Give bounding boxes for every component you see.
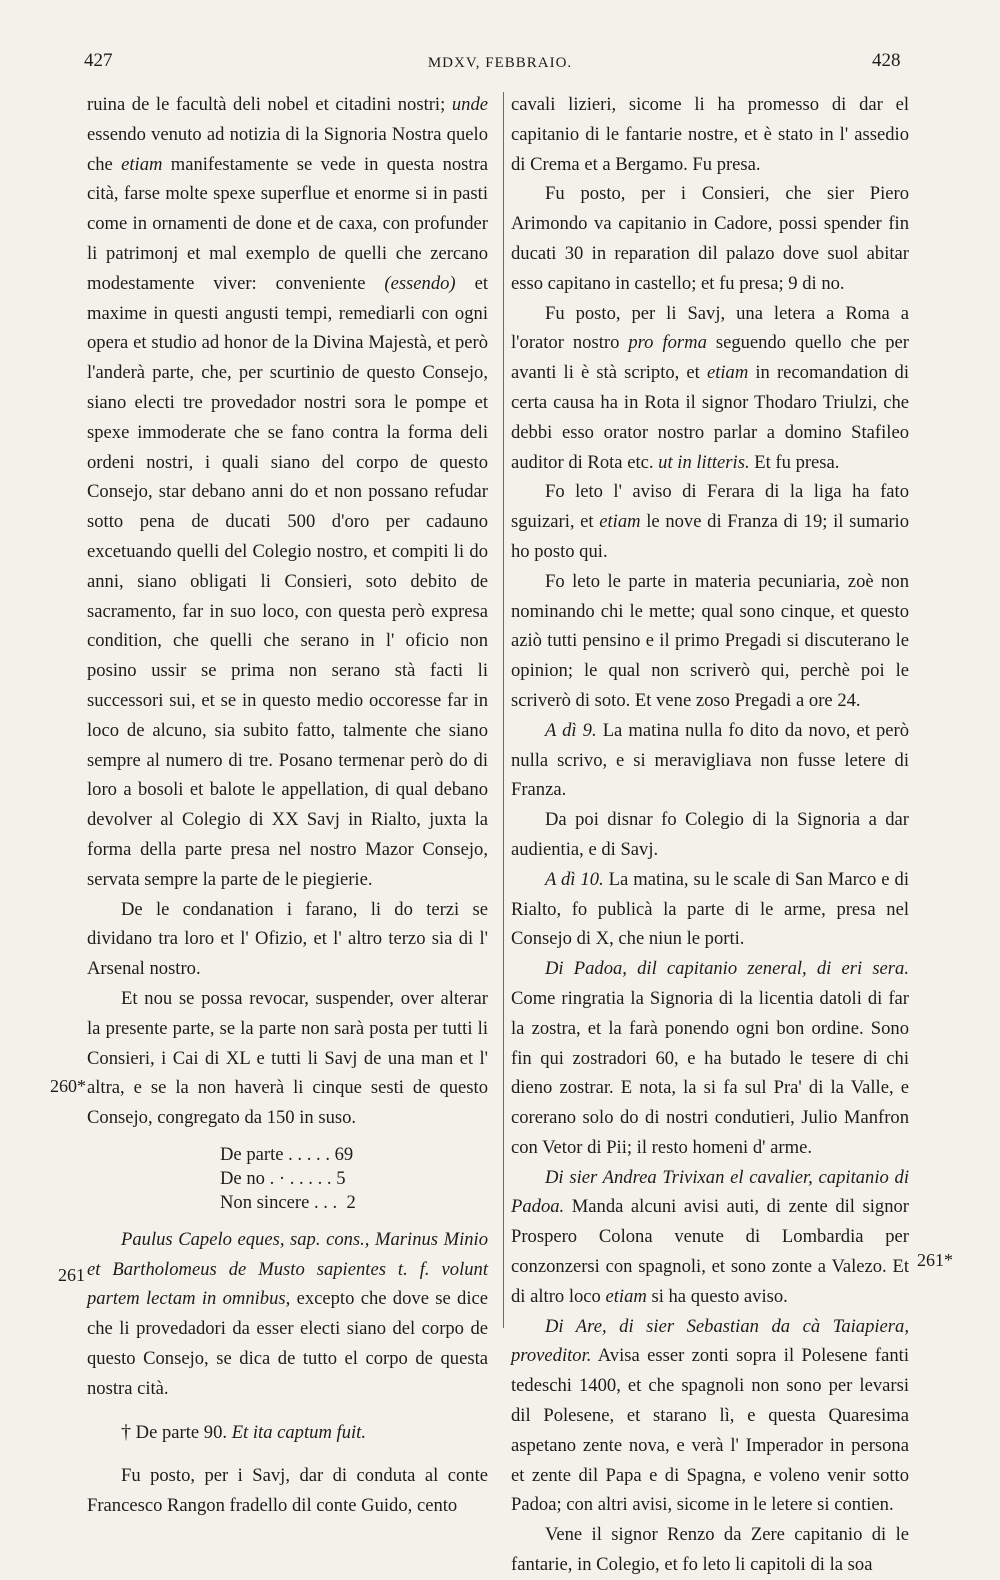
paragraph: De le condanation i farano, li do terzi se dividano tra loro et l' Ofizio, et l' altro terzo sia di l' Arsenal nostro. bbox=[87, 898, 488, 980]
tally-line: De parte . . . . . 69 bbox=[220, 1143, 354, 1165]
paragraph: Fu posto, per i Consieri, che sier Piero Arimondo va capitanio in Cadore, possi spender fin ducati 30 in reparation dil palazo dove suol abitar esso capitano in castello; et fu presa; 9 di no. bbox=[511, 183, 909, 294]
paragraph: Vene il signor Renzo da Zere capitanio di le fantarie, in Colegio, et fo leto li capitoli di la soa bbox=[511, 1524, 909, 1576]
vote-result: † De parte 90. Et ita captum fuit. bbox=[121, 1420, 366, 1443]
paragraph: Fo leto l' aviso di Ferara di la liga ha fato sguizari, et etiam le nove di Franza di 19; il sumario ho posto qui. bbox=[511, 481, 909, 562]
paragraph: Di sier Andrea Trivixan el cavalier, capitanio di Padoa. Manda alcuni avisi auti, di zente dil signor Prospero Colona venute di Lombardia per conzonzersi con spagnoli, et sono zonte a Valezo. Et di altro loco etiam si ha questo aviso. bbox=[511, 1166, 909, 1307]
dagger-icon: † bbox=[121, 1420, 131, 1443]
column-divider bbox=[503, 92, 504, 1328]
vote-tally bbox=[87, 1143, 488, 1215]
paragraph: Fu posto, per i Savj, dar di conduta al conte Francesco Rangon fradello dil conte Guido, cento bbox=[87, 1465, 488, 1517]
right-column bbox=[511, 90, 909, 1580]
left-column bbox=[87, 90, 488, 1521]
tally-line: Non sincere . . . 2 bbox=[220, 1191, 356, 1213]
margin-note-261-left: 261 bbox=[58, 1265, 85, 1285]
paragraph: Di Are, di sier Sebastian da cà Taiapiera, proveditor. Avisa esser zonti sopra il Polesene fanti tedeschi 1400, et che spagnoli non sono per levarsi dil Polesene, et starano lì, e questa Quaresima aspetano zente nova, e verà l' Imperador in persona et zente dil Papa e di Spagna, e voleno venir sotto Padoa; con altri avisi, sicome in le letere si contien. bbox=[511, 1315, 909, 1516]
tally-line: De no . · . . . . . 5 bbox=[220, 1167, 346, 1189]
paragraph: Fo leto le parte in materia pecuniaria, zoè non nominando chi le mette; qual sono cinque, et questo aziò tutti pensino e il primo Pregadi si discuterano le opinion; le qual non scriverò qui, perchè poi le scriverò di soto. Et vene zoso Pregadi a ore 24. bbox=[511, 570, 909, 711]
margin-note-261-right: 261* bbox=[917, 1250, 953, 1270]
paragraph: Fu posto, per li Savj, una letera a Roma a l'orator nostro pro forma seguendo quello che per avanti li è stà scripto, et etiam in recomandation di certa causa ha in Rota il signor Thodaro Triulzi, che debbi esso orator nostro parlar a domino Stafileo auditor di Rota etc. ut in litteris. Et fu presa. bbox=[511, 302, 909, 473]
running-title: MDXV, FEBBRAIO. bbox=[427, 55, 573, 71]
paragraph: Paulus Capelo eques, sap. cons., Marinus Minio et Bartholomeus de Musto sapientes t. f. volunt partem lectam in omnibus, excepto che dove se dice che li provedadori da esser electi siano del corpo de questo Consejo, se dica de tutto el corpo de questa nostra cità. bbox=[87, 1228, 489, 1399]
paragraph: Et nou se possa revocar, suspender, over alterar la presente parte, se la parte non sarà posta per tutti li Consieri, i Cai di XL e tutti li Savj de una man et l' altra, e se la non haverà li cinque sesti de questo Consejo, congregato da 150 in suso. bbox=[87, 987, 488, 1129]
margin-note-260: 260* bbox=[50, 1076, 86, 1096]
paragraph: Da poi disnar fo Colegio di la Signoria a dar audientia, e di Savj. bbox=[511, 809, 909, 860]
paragraph: ruina de le facultà deli nobel et citadini nostri; unde essendo venuto ad notizia di la Signoria Nostra quelo che etiam manifestamente se vede in questa nostra cità, farse molte spexe superflue et enorme si in pasti come in ornamenti de done et de caxa, con profunder li patrimonj et mal exemplo de quelli che zercano modestamente viver: conveniente (essendo) et maxime in questi angusti tempi, remediarli con ogni opera et studio ad honor de la Divina Majestà, et però l'anderà parte, che, per scurtinio de questo Consejo, siano electi tre provedador nostri sora le pompe et spexe immoderate che se fano contra la forma deli ordeni nostri, i quali siano del corpo de questo Consejo, star debano anni do et non possano refudar sotto pena de ducati 500 d'oro per cadauno excetuando quelli del Colegio nostro, et compiti li do anni, siano obligati li Consieri, soto debito de sacramento, far in suo loco, con questa però expresa condition, che quelli che serano in l' oficio non posino ussir se prima non serano stà facti li successori sui, et se in questo medio occoresse far in loco de alcuno, sia subito fatto, talmente che siano sempre al numero di tre. Posano termenar però do di loro a bosoli et balote le appellation, di qual debano devolver al Colegio di XX Savj in Rialto, juxta la forma della parte presa nel nostro Mazor Consejo, servata sempre la parte de le piegierie. bbox=[87, 94, 489, 890]
paragraph: Di Padoa, dil capitanio zeneral, di eri sera. Come ringratia la Signoria di la licentia datoli di far la zostra, et la farà ponendo ogni bon ordine. Sono fin qui zostradori 60, e ha butado le tesere di chi dieno zostrar. E nota, la si fa sul Pra' di la Valle, e corerano solo do di nostri condutieri, Julio Manfron con Vetor di Pii; il resto homeni d' arme. bbox=[511, 958, 909, 1158]
paragraph: A dì 10. La matina, su le scale di San Marco e di Rialto, fo publicà la parte di le arme, presa nel Consejo di X, che niun le porti. bbox=[511, 868, 909, 950]
paragraph: cavali lizieri, sicome li ha promesso di dar el capitanio di le fantarie nostre, et è stato in l' assedio di Crema et a Bergamo. Fu presa. bbox=[511, 94, 909, 175]
page-number-right: 428 bbox=[872, 50, 901, 71]
paragraph: A dì 9. La matina nulla fo dito da novo, et però nulla scrivo, e si meravigliava non fusse letere di Franza. bbox=[511, 719, 910, 801]
page-number-left: 427 bbox=[84, 50, 113, 71]
